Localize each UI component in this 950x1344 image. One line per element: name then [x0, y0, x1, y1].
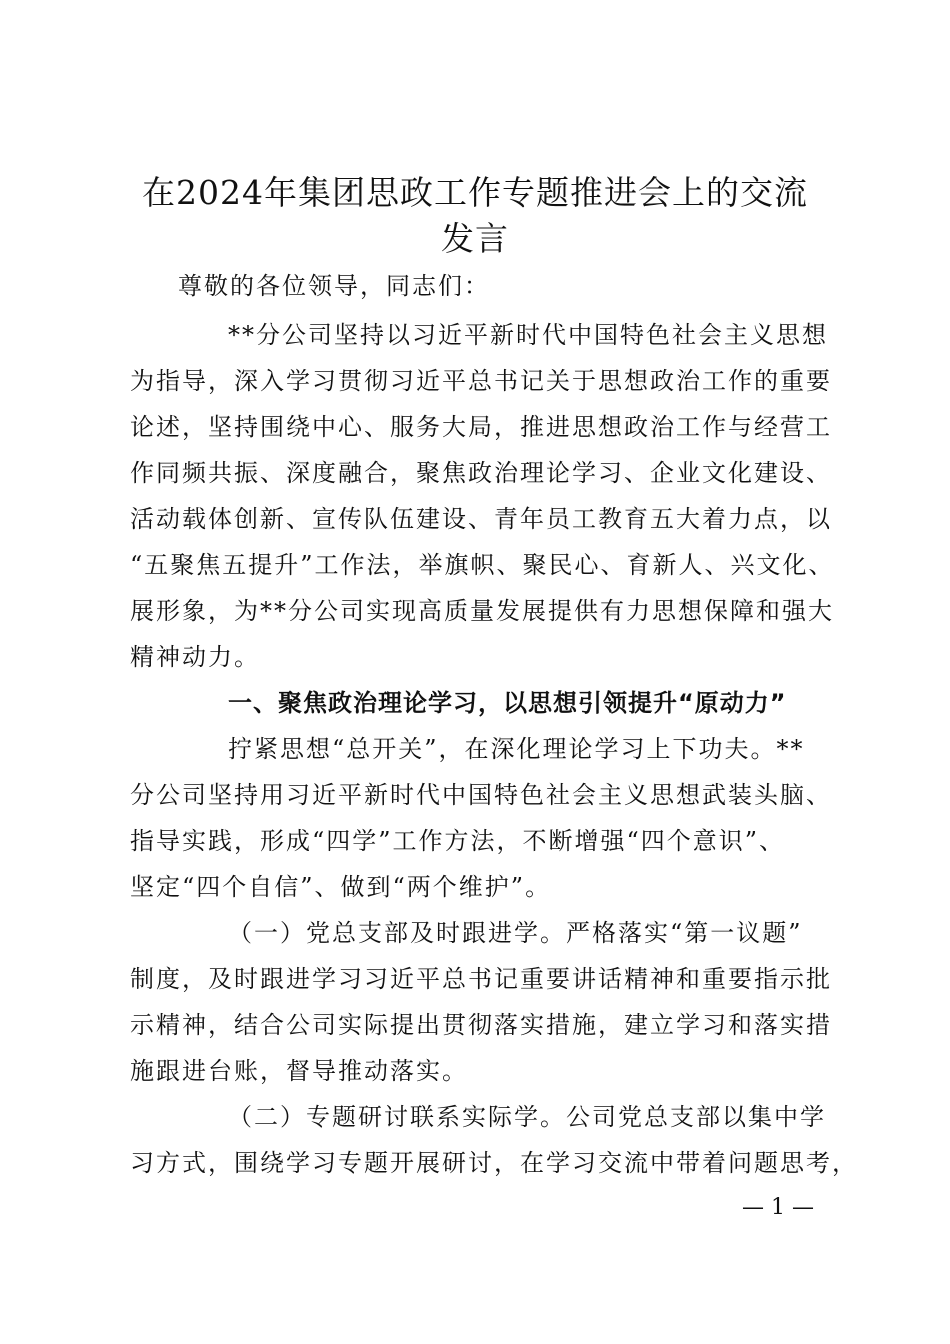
subsection-line: 施跟进台账，督导推动落实。 [130, 1057, 468, 1085]
section-body-line: 分公司坚持用习近平新时代中国特色社会主义思想武装头脑、 [130, 781, 832, 809]
document-title-line-2: 发言 [441, 219, 509, 258]
intro-line: 论述，坚持围绕中心、服务大局，推进思想政治工作与经营工 [130, 413, 832, 441]
intro-line: 展形象，为**分公司实现高质量发展提供有力思想保障和强大 [130, 597, 834, 625]
intro-line: 为指导，深入学习贯彻习近平总书记关于思想政治工作的重要 [130, 367, 832, 395]
intro-line: “五聚焦五提升”工作法，举旗帜、聚民心、育新人、兴文化、 [130, 551, 835, 579]
section-heading: 一、聚焦政治理论学习，以思想引领提升“原动力” [228, 689, 787, 717]
intro-line: 作同频共振、深度融合，聚焦政治理论学习、企业文化建设、 [130, 459, 832, 487]
document-title-line-1: 在2024年集团思政工作专题推进会上的交流 [142, 173, 808, 212]
intro-line: **分公司坚持以习近平新时代中国特色社会主义思想 [228, 321, 828, 349]
page-number: — 1 — [742, 1195, 814, 1220]
subsection-line: （二）专题研讨联系实际学。公司党总支部以集中学 [228, 1103, 826, 1131]
intro-line: 活动载体创新、宣传队伍建设、青年员工教育五大着力点，以 [130, 505, 832, 533]
subsection-line: 示精神，结合公司实际提出贯彻落实措施，建立学习和落实措 [130, 1011, 832, 1039]
section-body-line: 拧紧思想“总开关”，在深化理论学习上下功夫。** [228, 735, 805, 763]
subsection-line: 制度，及时跟进学习习近平总书记重要讲话精神和重要指示批 [130, 965, 832, 993]
intro-line: 精神动力。 [130, 643, 260, 671]
section-body-line: 指导实践，形成“四学”工作方法，不断增强“四个意识”、 [130, 827, 786, 855]
salutation: 尊敬的各位领导，同志们： [178, 272, 490, 300]
subsection-line: （一）党总支部及时跟进学。严格落实“第一议题” [228, 919, 803, 947]
section-body-line: 坚定“四个自信”、做到“两个维护”。 [130, 873, 552, 901]
subsection-line: 习方式，围绕学习专题开展研讨，在学习交流中带着问题思考， [130, 1149, 858, 1177]
